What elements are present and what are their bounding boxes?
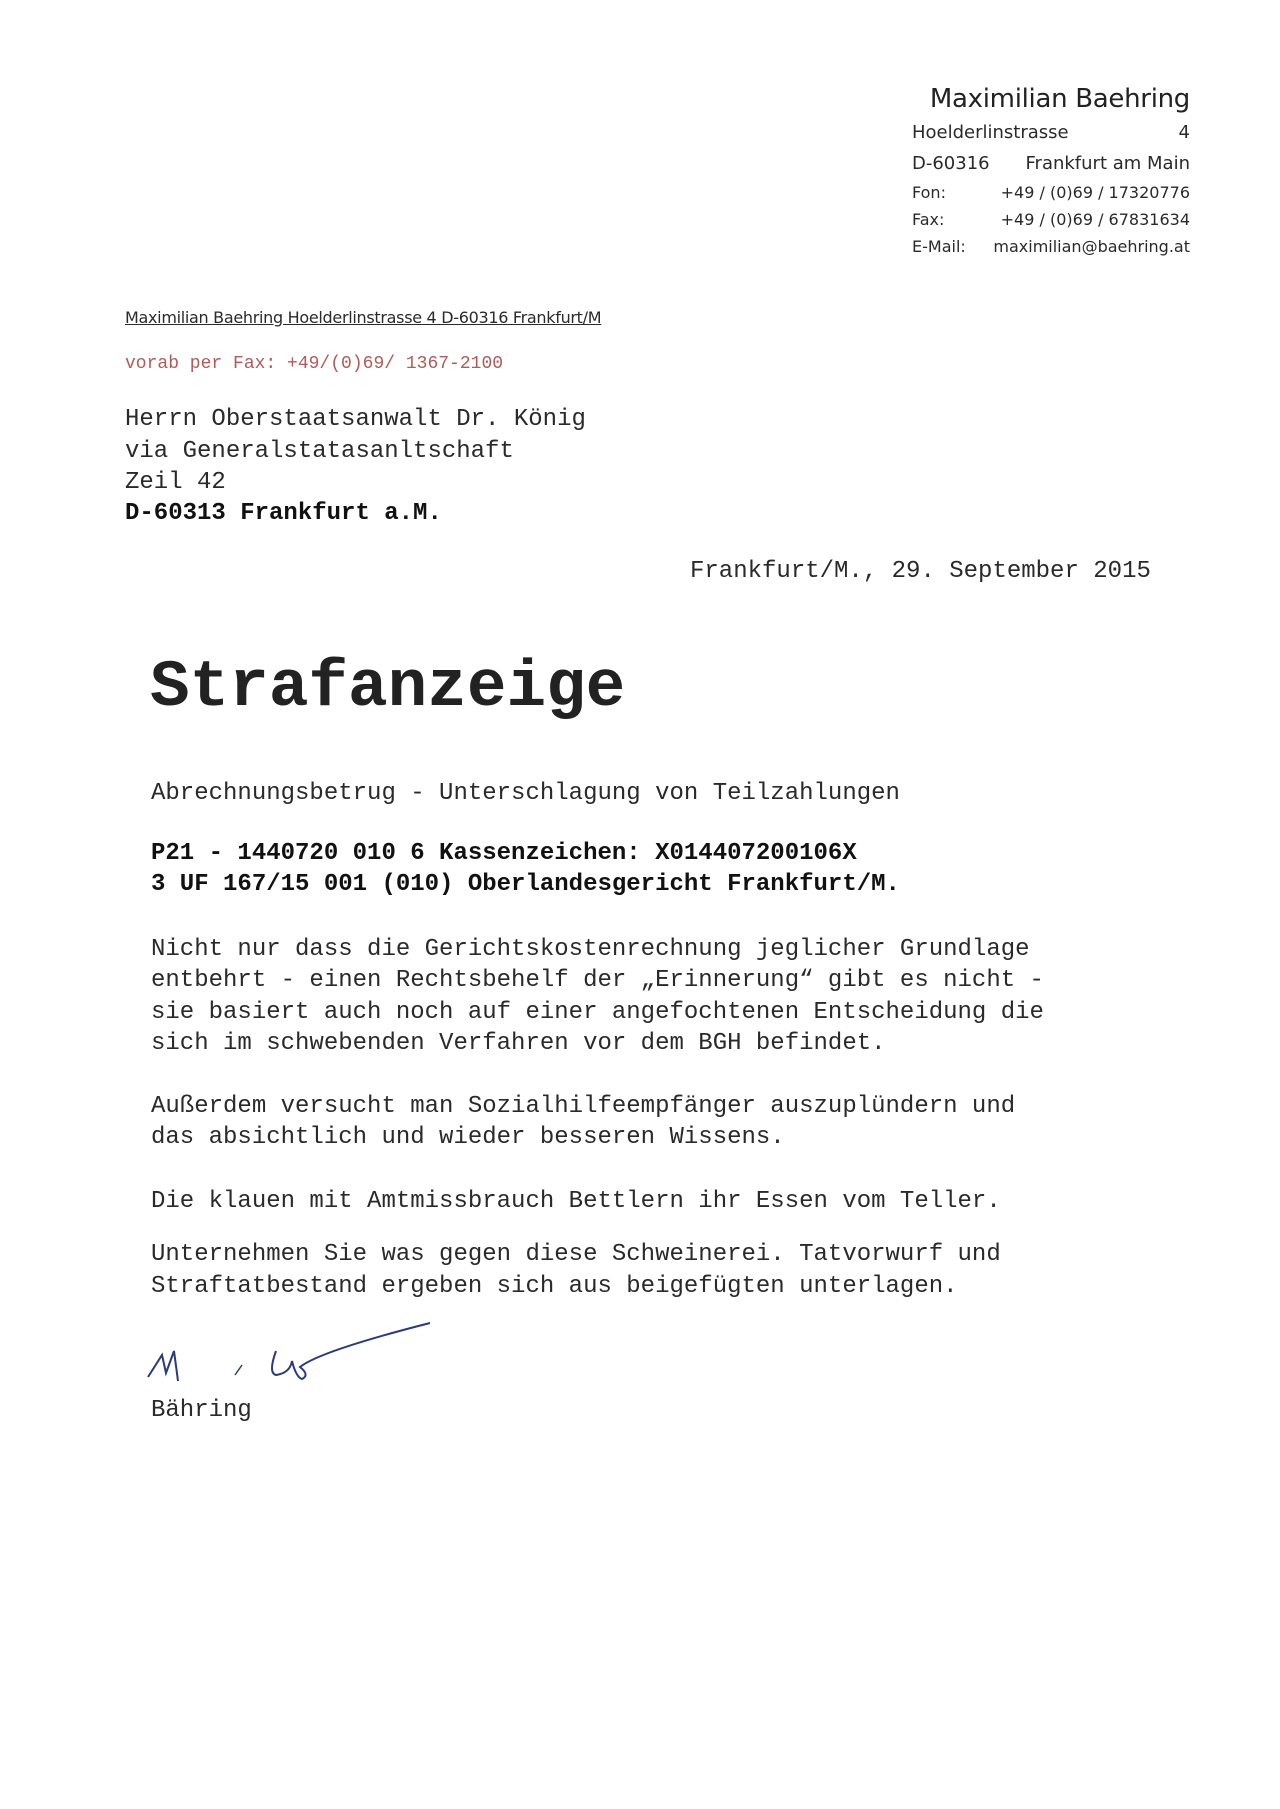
phone: +49 / (0)69 / 17320776 (1000, 183, 1190, 202)
house-number: 4 (1178, 122, 1190, 143)
body-line: sie basiert auch noch auf einer angefochtenen Entscheidung die (151, 999, 1044, 1026)
letterhead-phone (912, 183, 1190, 202)
email: maximilian@baehring.at (993, 237, 1190, 256)
email-label: E-Mail: (912, 237, 966, 256)
body-line: Nicht nur dass die Gerichtskostenrechnung jeglicher Grundlage (151, 936, 1030, 963)
body-line: das absichtlich und wieder besseren Wissens. (151, 1124, 785, 1151)
signature-name: Bähring (151, 1397, 252, 1424)
letterhead-name: Maximilian Baehring (929, 84, 1190, 114)
phone-label: Fon: (912, 183, 946, 202)
body-line: Außerdem versucht man Sozialhilfeempfänger auszuplündern und (151, 1093, 1016, 1120)
fax: +49 / (0)69 / 67831634 (1000, 210, 1190, 229)
document-title: Strafanzeige (150, 650, 626, 725)
reference-line: 3 UF 167/15 001 (010) Oberlandesgericht Frankfurt/M. (151, 871, 900, 898)
recipient-line: Herrn Oberstaatsanwalt Dr. König (125, 406, 586, 433)
body-line: entbehrt - einen Rechtsbehelf der „Erinnerung“ gibt es nicht - (151, 967, 1044, 994)
body-line: Die klauen mit Amtmissbrauch Bettlern ihr Essen vom Teller. (151, 1188, 1001, 1215)
letterhead-street (912, 122, 1190, 143)
body-line: Straftatbestand ergeben sich aus beigefügten unterlagen. (151, 1273, 958, 1300)
fax-label: Fax: (912, 210, 945, 229)
street: Hoelderlinstrasse (912, 122, 1069, 143)
letter-date: Frankfurt/M., 29. September 2015 (690, 558, 1151, 585)
letterhead-city (912, 153, 1190, 174)
body-line: Unternehmen Sie was gegen diese Schweinerei. Tatvorwurf und (151, 1241, 1001, 1268)
sender-return-line: Maximilian Baehring Hoelderlinstrasse 4 D-60316 Frankfurt/M (125, 308, 602, 327)
recipient-city: D-60313 Frankfurt a.M. (125, 500, 442, 527)
handwritten-signature (140, 1315, 440, 1395)
postcode: D-60316 (912, 153, 990, 174)
subject-line: Abrechnungsbetrug - Unterschlagung von Teilzahlungen (151, 780, 900, 807)
reference-line: P21 - 1440720 010 6 Kassenzeichen: X014407200106X (151, 840, 857, 867)
city: Frankfurt am Main (1025, 153, 1190, 174)
fax-notice: vorab per Fax: +49/(0)69/ 1367-2100 (125, 354, 504, 374)
recipient-line: via Generalstatasanltschaft (125, 438, 514, 465)
letterhead-fax (912, 210, 1190, 229)
letterhead-email (912, 237, 1190, 256)
body-line: sich im schwebenden Verfahren vor dem BGH befindet. (151, 1030, 886, 1057)
recipient-line: Zeil 42 (125, 469, 226, 496)
